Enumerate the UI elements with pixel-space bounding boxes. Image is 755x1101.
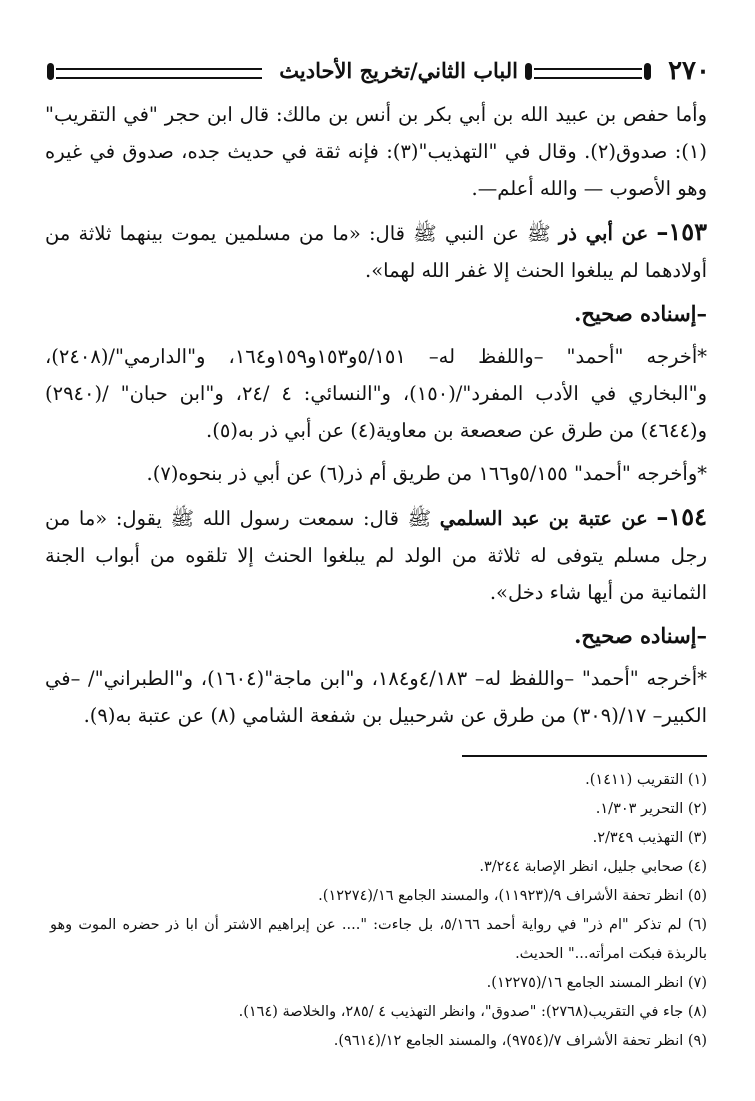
footnote: (٢) التحرير ١/٣٠٣. [595,801,707,817]
footnote: (٥) انظر تحفة الأشراف ٩/(١١٩٢٣)، والمسند الجامع ١٦/(١٢٢٧٤). [318,888,707,904]
chapter-title: الباب الثاني/تخريج الأحاديث [279,58,518,83]
hadith-153 [45,213,707,289]
header-ornament-left [56,68,262,79]
paragraph-hafs: وأما حفص بن عبيد الله بن أبي بكر بن أنس بن مالك: قال ابن حجر "في التقريب"(١): صدوق(٢). وقال في "التهذيب"(٣): فإنه ثقة في حديث جده، صدوق في غيره وهو الأصوب — والله أعلم—. [45,103,708,200]
hadith-text: ﷺ عن النبي ﷺ قال: «ما من مسلمين يموت بينهما ثلاثة من أولادهما لم يبلغوا الحنث إلا غفر الله لهما». [45,222,707,282]
footnotes [50,766,707,1056]
hadith-number: ١٥٣– [656,217,707,246]
hadith-154 [45,498,707,611]
takhrij-paragraph: *أخرجه "أحمد" –واللفظ له– ٤/١٨٣و١٨٤، و"ابن ماجة"(١٦٠٤)، و"الطبراني"/ –في الكبير– ١٧/(٣٠٩) من طرق عن شرحبيل بن شفعة الشامي (٨) عن عتبة به(٩). [45,667,707,727]
isnad-verdict: –إسناده صحيح. [574,623,707,648]
footnote: (١) التقريب (١٤١١). [585,772,707,788]
main-text [45,96,707,734]
footnote: (٩) انظر تحفة الأشراف ٧/(٩٧٥٤)، والمسند الجامع ١٢/(٩٦١٤). [333,1033,707,1049]
hadith-text: ﷺ قال: سمعت رسول الله ﷺ يقول: «ما من رجل مسلم يتوفى له ثلاثة من الولد لم يبلغوا الحنث إلا تلقوه من أبواب الجنة الثمانية من أيها شاء دخل». [45,507,707,604]
isnad-verdict: –إسناده صحيح. [574,301,707,326]
ornament-dot-icon [644,63,651,80]
footnote: (٧) انظر المسند الجامع ١٦/(١٢٢٧٥). [486,975,707,991]
footnote: (٣) التهذيب ٢/٣٤٩. [592,830,707,846]
hadith-number: ١٥٤– [656,502,708,531]
header-ornament-right [534,68,642,79]
page-number: ٢٧٠ [668,56,710,86]
footnote: (٨) جاء في التقريب(٢٧٦٨): "صدوق"، وانظر التهذيب ٤ /٢٨٥، والخلاصة (١٦٤). [238,1004,707,1020]
footnote: (٤) صحابي جليل، انظر الإصابة ٣/٢٤٤. [479,859,707,875]
takhrij-paragraph: *وأخرجه "أحمد" ٥/١٥٥و١٦٦ من طريق أم ذر(٦) عن أبي ذر بنحوه(٧). [146,462,707,485]
hadith-narrator: عن عتبة بن عبد السلمي [439,507,648,530]
footnote: (٦) لم تذكر "ام ذر" في رواية أحمد ٥/١٦٦، بل جاءت: ".... عن إبراهيم الاشتر أن ابا ذر حضره الموت وهو بالربذة فبكت امرأته..." الحديث. [50,917,707,962]
footnote-separator [462,755,707,757]
takhrij-paragraph: *أخرجه "أحمد" –واللفظ له– ٥/١٥١و١٥٣و١٥٩و١٦٤، و"الدارمي"/(٢٤٠٨)، و"البخاري في الأدب المفرد"/(١٥٠)، و"النسائي: ٤ /٢٤، و"ابن حبان" /(٢٩٤٠) و(٤٦٤٤) من طرق عن صعصعة بن معاوية(٤) عن أبي ذر به(٥). [45,345,707,442]
running-header [50,56,710,90]
ornament-dot-icon [525,63,532,80]
hadith-narrator: عن أبي ذر [558,222,649,245]
ornament-dot-icon [47,63,54,80]
